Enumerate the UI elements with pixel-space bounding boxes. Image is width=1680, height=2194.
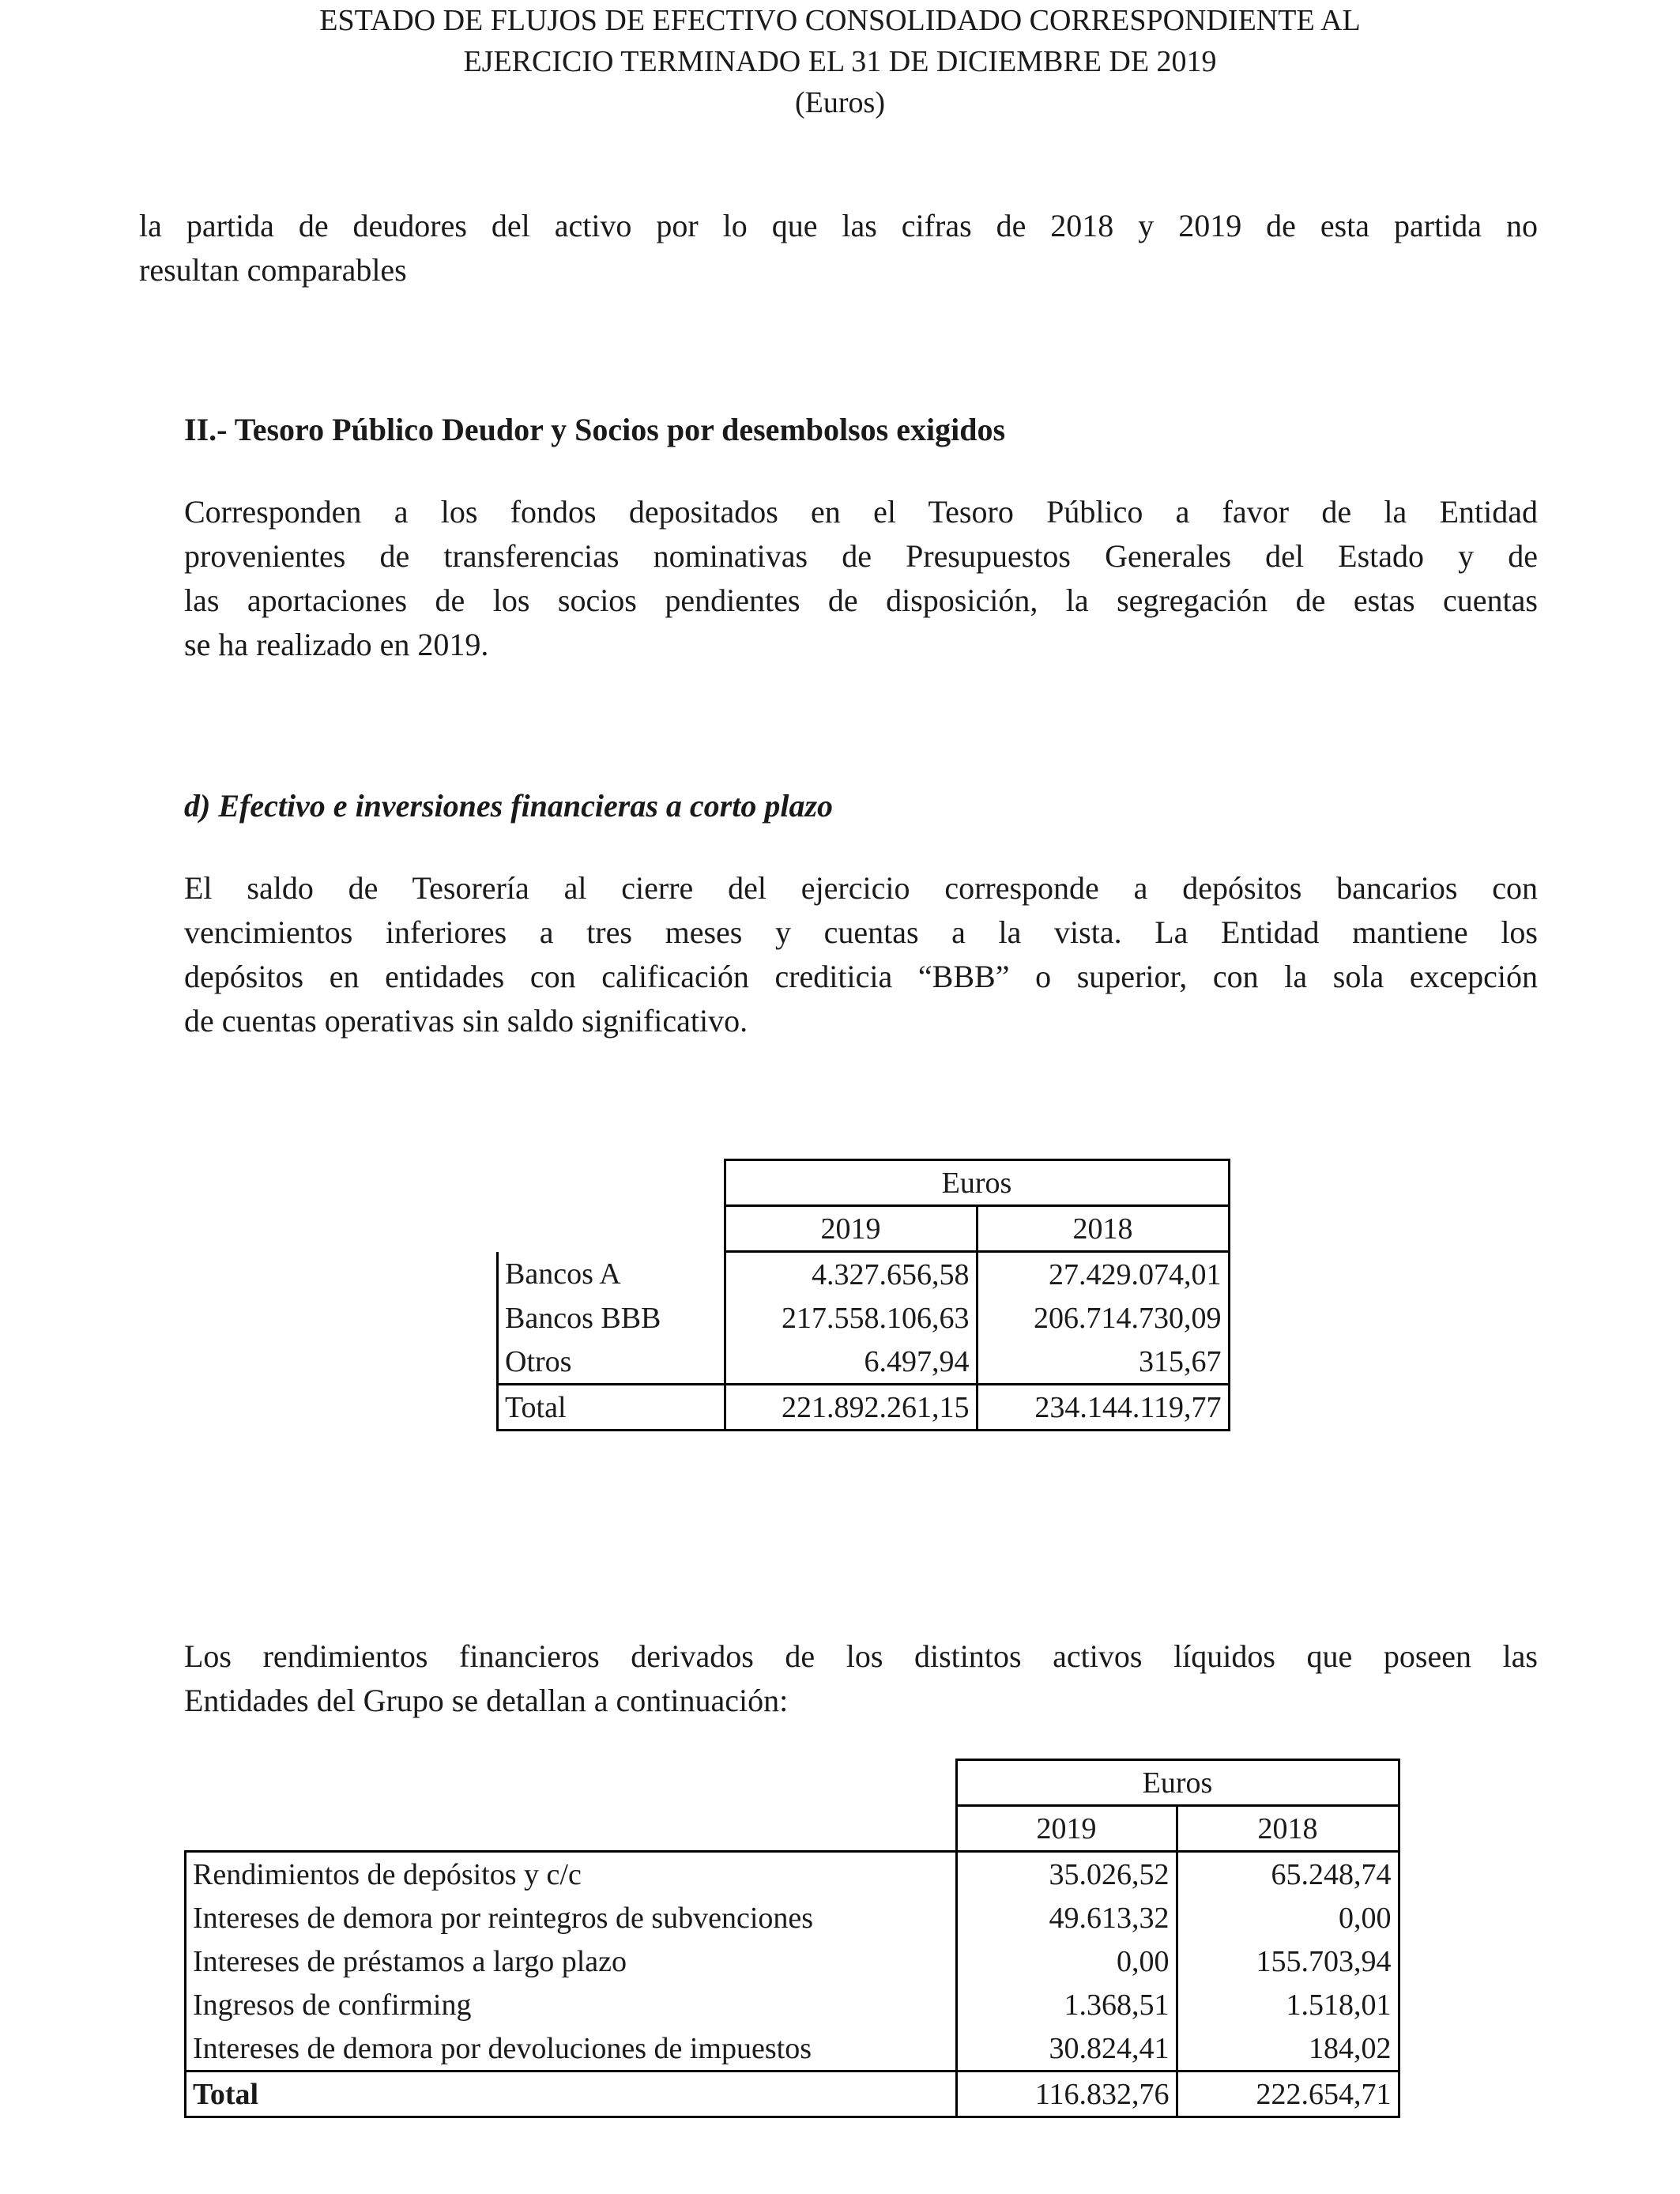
table-total-row [498, 1385, 1230, 1431]
cell-2019: 217.558.106,63 [725, 1296, 977, 1340]
paragraph-line: vencimientos inferiores a tres meses y cuentas a la vista. La Entidad mantiene los [184, 914, 1538, 950]
paragraph-line: de cuentas operativas sin saldo significativo. [184, 1003, 748, 1039]
section-d-title: d) Efectivo e inversiones financieras a corto plazo [184, 788, 834, 824]
cell-2018: 65.248,74 [1177, 1852, 1399, 1897]
cell-2018: 27.429.074,01 [977, 1252, 1229, 1297]
total-label: Total [498, 1385, 725, 1431]
table-row [498, 1296, 1230, 1340]
paragraph-line: la partida de deudores del activo por lo que las cifras de 2018 y 2019 de esta partida no [139, 208, 1538, 243]
row-label: Otros [498, 1340, 725, 1385]
paragraph-line: Entidades del Grupo se detallan a continuación: [184, 1683, 789, 1718]
cell-2018: 155.703,94 [1177, 1940, 1399, 1983]
cell-2019: 1.368,51 [956, 1983, 1177, 2026]
row-label: Rendimientos de depósitos y c/c [186, 1852, 957, 1897]
cell-2019: 49.613,32 [956, 1896, 1177, 1940]
header-line-1: ESTADO DE FLUJOS DE EFECTIVO CONSOLIDADO CORRESPONDIENTE AL [319, 4, 1361, 37]
total-2019: 116.832,76 [956, 2071, 1177, 2117]
section-ii-title: II.- Tesoro Público Deudor y Socios por desembolsos exigidos [184, 412, 1006, 447]
table-row [186, 1896, 1399, 1940]
paragraph-line: Los rendimientos financieros derivados de los distintos activos líquidos que poseen las [184, 1638, 1538, 1674]
cell-2019: 6.497,94 [725, 1340, 977, 1385]
row-label: Intereses de demora por devoluciones de impuestos [186, 2026, 957, 2071]
cell-2019: 4.327.656,58 [725, 1252, 977, 1297]
tesoreria-table [496, 1159, 1230, 1431]
paragraph-line: El saldo de Tesorería al cierre del ejercicio corresponde a depósitos bancarios con [184, 870, 1538, 906]
header-line-2: EJERCICIO TERMINADO EL 31 DE DICIEMBRE DE 2019 [463, 45, 1217, 78]
section-ii-paragraph [184, 490, 1538, 667]
table-group-header: Euros [725, 1160, 1229, 1206]
total-2018: 222.654,71 [1177, 2071, 1399, 2117]
document-header [0, 0, 1680, 123]
paragraph-line: las aportaciones de los socios pendientes de disposición, la segregación de estas cuentas [184, 582, 1538, 618]
total-label: Total [186, 2071, 957, 2117]
cell-2018: 184,02 [1177, 2026, 1399, 2071]
paragraph-line: provenientes de transferencias nominativas de Presupuestos Generales del Estado y de [184, 538, 1538, 574]
row-label: Intereses de demora por reintegros de subvenciones [186, 1896, 957, 1940]
rendimientos-table [184, 1759, 1400, 2118]
cell-2018: 315,67 [977, 1340, 1229, 1385]
column-header-2019: 2019 [956, 1806, 1177, 1852]
paragraph-line: resultan comparables [139, 252, 407, 288]
row-label: Bancos A [498, 1252, 725, 1297]
cell-2019: 30.824,41 [956, 2026, 1177, 2071]
cell-2018: 206.714.730,09 [977, 1296, 1229, 1340]
column-header-2018: 2018 [1177, 1806, 1399, 1852]
total-2018: 234.144.119,77 [977, 1385, 1229, 1431]
section-d-paragraph [184, 866, 1538, 1043]
total-2019: 221.892.261,15 [725, 1385, 977, 1431]
table-row [498, 1340, 1230, 1385]
paragraph-line: Corresponden a los fondos depositados en el Tesoro Público a favor de la Entidad [184, 494, 1538, 530]
cell-2018: 0,00 [1177, 1896, 1399, 1940]
table-group-header: Euros [956, 1760, 1399, 1806]
column-header-2018: 2018 [977, 1206, 1229, 1252]
table-row [186, 1983, 1399, 2026]
table-row [498, 1252, 1230, 1297]
table-total-row [186, 2071, 1399, 2117]
intro-paragraph [139, 204, 1538, 292]
cell-2019: 35.026,52 [956, 1852, 1177, 1897]
row-label: Bancos BBB [498, 1296, 725, 1340]
paragraph-line: se ha realizado en 2019. [184, 627, 489, 662]
column-header-2019: 2019 [725, 1206, 977, 1252]
table-row [186, 1940, 1399, 1983]
table-row [186, 2026, 1399, 2071]
row-label: Intereses de préstamos a largo plazo [186, 1940, 957, 1983]
cell-2018: 1.518,01 [1177, 1983, 1399, 2026]
rendimientos-paragraph [184, 1634, 1538, 1723]
header-line-3: (Euros) [795, 86, 885, 119]
row-label: Ingresos de confirming [186, 1983, 957, 2026]
cell-2019: 0,00 [956, 1940, 1177, 1983]
paragraph-line: depósitos en entidades con calificación crediticia “BBB” o superior, con la sola excepción [184, 959, 1538, 994]
table-row [186, 1852, 1399, 1897]
